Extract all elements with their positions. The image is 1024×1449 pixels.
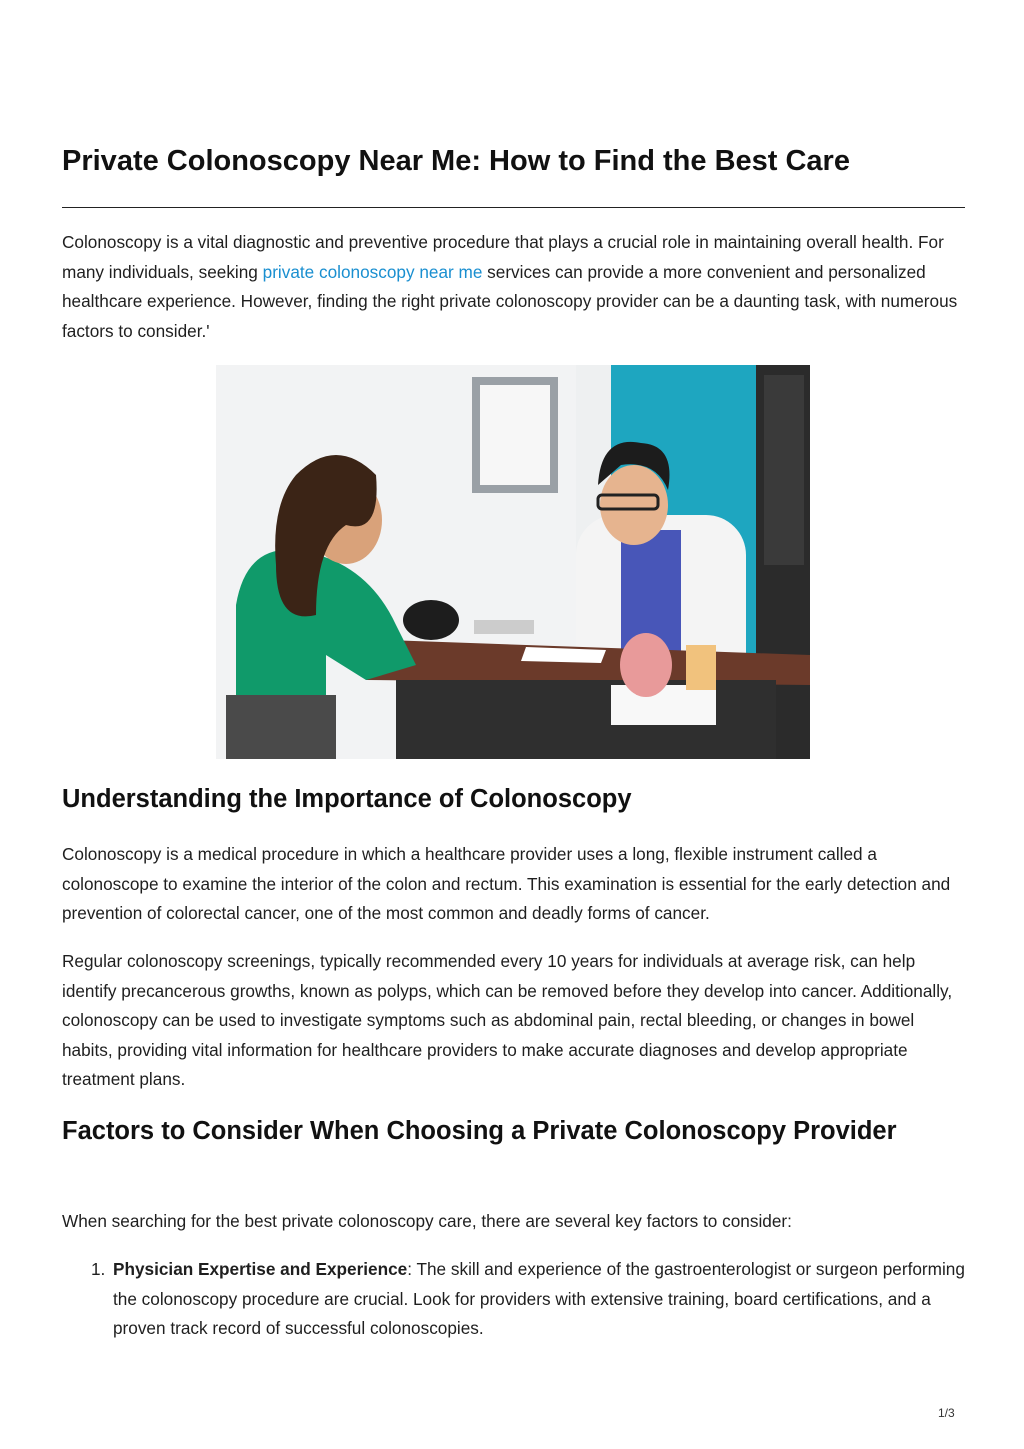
intro-text-start: Colonoscopy is a vital diagnostic and preventive procedure that plays a crucial role in maintaining overall health. For many individuals, seeking: [62, 232, 944, 282]
intro-text-end: services can provide a more convenient and personalized healthcare experience. However, finding the right private colonoscopy provider can be a daunting task, with numerous factors to consider.': [62, 261, 958, 341]
list-item-title: Physician Expertise and Experience: [113, 1259, 408, 1279]
intro-paragraph: [62, 228, 965, 346]
section-heading-factors: Factors to Consider When Choosing a Private Colonoscopy Provider: [62, 1117, 897, 1145]
page-title: Private Colonoscopy Near Me: How to Find the Best Care: [62, 145, 850, 177]
importance-paragraph-2: Regular colonoscopy screenings, typically recommended every 10 years for individuals at average risk, can help identify precancerous growths, known as polyps, which can be removed before they develop into cancer. Additionally, colonoscopy can be used to investigate symptoms such as abdominal pain, rectal bleeding, or changes in bowel habits, providing vital information for healthcare providers to make accurate diagnoses and develop appropriate treatment plans.: [62, 951, 953, 1089]
private-colonoscopy-link[interactable]: private colonoscopy near me: [262, 261, 483, 282]
doctor-consultation-photo: [216, 365, 810, 759]
importance-paragraph-1: Colonoscopy is a medical procedure in which a healthcare provider uses a long, flexible instrument called a colonoscope to examine the interior of the colon and rectum. This examination is essential for the early detection and prevention of colorectal cancer, one of the most common and deadly forms of cancer.: [62, 844, 951, 923]
list-item: [62, 1255, 965, 1344]
section-heading-importance: Understanding the Importance of Colonoscopy: [62, 785, 632, 813]
title-divider: [62, 207, 965, 208]
page-number: 1/3: [938, 1406, 955, 1420]
list-item-number: 1.: [91, 1259, 106, 1279]
factors-list: [62, 1255, 965, 1344]
list-item-text: : The skill and experience of the gastroenterologist or surgeon performing the colonoscopy procedure are crucial. Look for providers with extensive training, board certifications, and a proven track record of successful colonoscopies.: [113, 1259, 965, 1338]
factors-intro-paragraph: When searching for the best private colonoscopy care, there are several key factors to consider:: [62, 1211, 792, 1231]
